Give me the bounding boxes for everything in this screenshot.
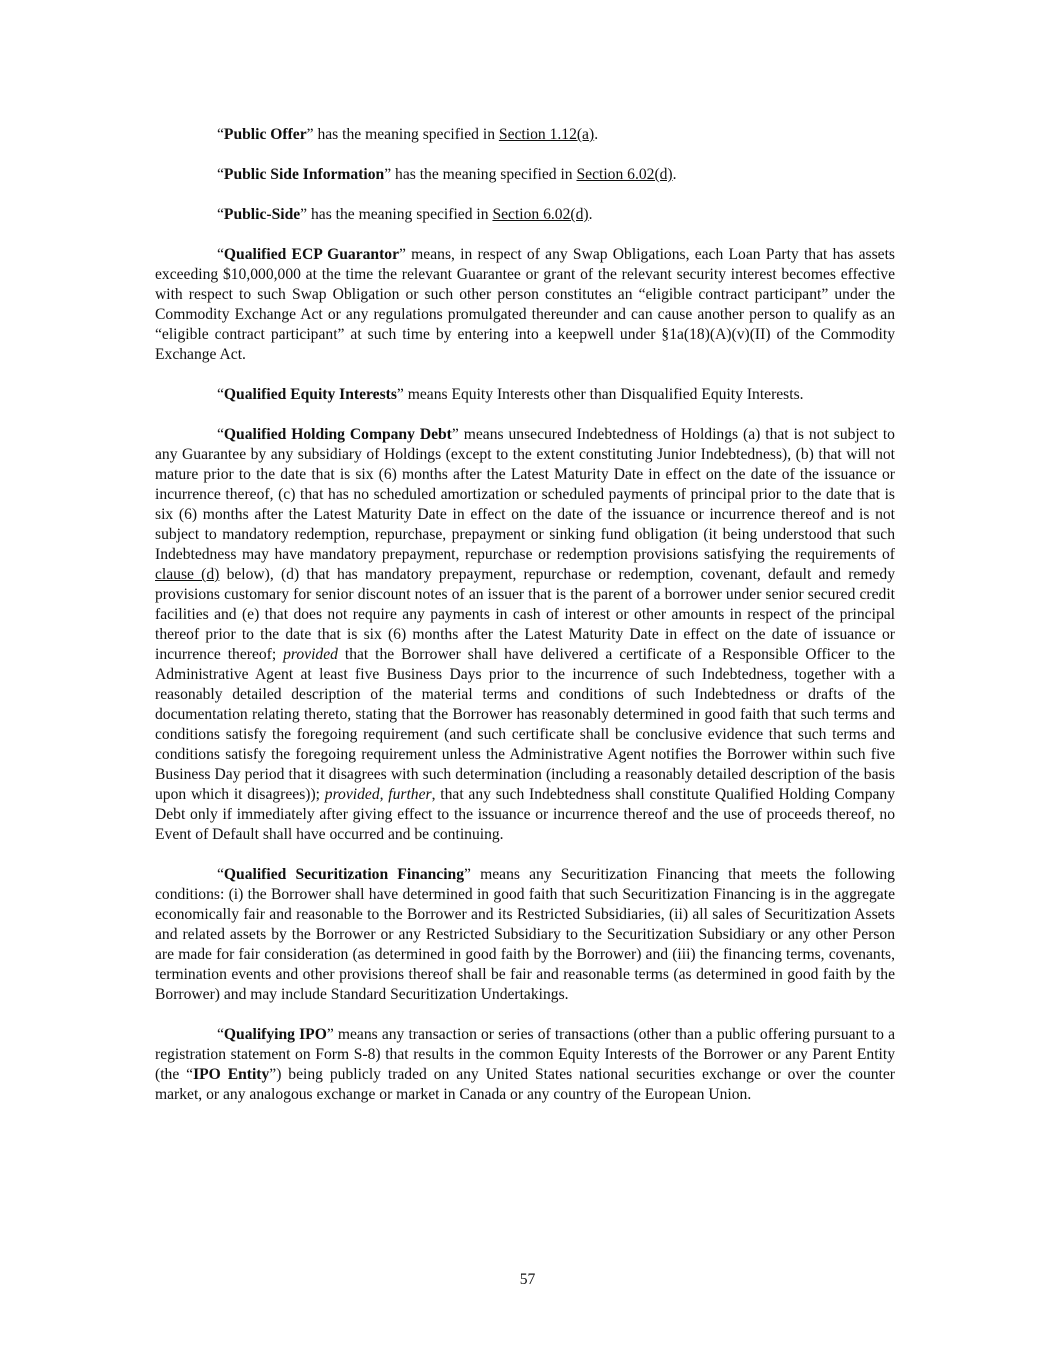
body-text: . <box>672 166 677 183</box>
defined-term: Public Offer <box>223 126 307 143</box>
defined-term: Qualified Holding Company Debt <box>223 426 452 443</box>
body-text: ” has the meaning specified in <box>384 166 577 183</box>
body-text: ”) being publicly traded on any United States national securities exchange or over the counter market, or any analogous exchange or market in Canada or any country of the European Union. <box>155 1066 895 1103</box>
body-text: , that any such Indebtedness shall constitute Qualified Holding Company Debt only if immediately after giving effect to the issuance or incurrence thereof and the use of proceeds thereof, no Event of Default shall have occurred and be continuing. <box>155 786 896 843</box>
document-body <box>155 125 895 1125</box>
body-text: “ <box>217 386 224 403</box>
page-number: 57 <box>519 1271 536 1288</box>
definition-qualified-equity-interests <box>155 385 895 405</box>
definition-public-offer <box>155 125 895 145</box>
defined-term: Public-Side <box>223 206 301 223</box>
body-text: “ <box>217 166 224 183</box>
defined-term: Qualified ECP Guarantor <box>223 246 400 263</box>
emphasis-text: provided, further <box>324 786 432 803</box>
body-text: “ <box>217 126 224 143</box>
definition-public-side <box>155 205 895 225</box>
definition-qualified-ecp-guarantor <box>155 245 895 365</box>
definition-public-side-information <box>155 165 895 185</box>
cross-reference: Section 6.02(d) <box>492 206 589 223</box>
body-text: “ <box>217 1026 224 1043</box>
body-text: “ <box>217 426 224 443</box>
cross-reference: Section 1.12(a) <box>498 126 595 143</box>
body-text: “ <box>217 246 224 263</box>
body-text: ” means any transaction or series of transactions (other than a public offering pursuant to a registration statement on Form S-8) that results in the common Equity Interests of the Borrower or any Parent Entity (the “ <box>155 1026 895 1083</box>
defined-term: Qualifying IPO <box>223 1026 327 1043</box>
defined-term: IPO Entity <box>193 1066 270 1083</box>
body-text: “ <box>217 866 224 883</box>
body-text: . <box>588 206 593 223</box>
definition-qualifying-ipo <box>155 1025 895 1105</box>
cross-reference: clause (d) <box>155 566 220 583</box>
defined-term: Qualified Securitization Financing <box>223 866 465 883</box>
defined-term: Qualified Equity Interests <box>223 386 397 403</box>
body-text: that the Borrower shall have delivered a certificate of a Responsible Officer to the Administrative Agent at least five Business Days prior to the incurrence of such Indebtedness, together with a reasonably detailed description of the material terms and conditions of such Indebtedness or drafts of the documentation relating thereto, stating that the Borrower has reasonably determined in good faith that such terms and conditions satisfy the foregoing requirement (and such certificate shall be conclusive evidence that such terms and conditions satisfy the foregoing requirement unless the Administrative Agent notifies the Borrower within such five Business Day period that it disagrees with such determination (including a reasonably detailed description of the basis upon which it disagrees)); <box>155 646 896 803</box>
body-text: ” has the meaning specified in <box>306 126 499 143</box>
emphasis-text: provided <box>283 646 338 663</box>
body-text: . <box>594 126 599 143</box>
definition-qualified-holding-company-debt <box>155 425 895 845</box>
definition-qualified-securitization-financing <box>155 865 895 1005</box>
body-text: ” means unsecured Indebtedness of Holdings (a) that is not subject to any Guarantee by any subsidiary of Holdings (except to the extent constituting Junior Indebtedness), (b) that will not mature prior to the date that is six (6) months after the Latest Maturity Date in effect on the date of the issuance or incurrence thereof, (c) that has no scheduled amortization or scheduled payments of principal prior to the date that is six (6) months after the Latest Maturity Date in effect on the date of the issuance or incurrence thereof and is not subject to mandatory redemption, repurchase, prepayment or sinking fund obligation (it being understood that such Indebtedness may have mandatory prepayment, repurchase or redemption provisions satisfying the requirements of <box>155 426 895 563</box>
body-text: below), (d) that has mandatory prepayment, repurchase or redemption, covenant, default and remedy provisions customary for senior discount notes of an issuer that is the parent of a borrower under senior secured credit facilities and (e) that does not require any payments in cash of interest or other amounts in respect of the principal thereof prior to the date that is six (6) months after the Latest Maturity Date in effect on the date of issuance or incurrence thereof; <box>155 566 895 663</box>
cross-reference: Section 6.02(d) <box>576 166 673 183</box>
body-text: ” has the meaning specified in <box>300 206 493 223</box>
body-text: ” means Equity Interests other than Disqualified Equity Interests. <box>396 386 804 403</box>
body-text: ” means, in respect of any Swap Obligations, each Loan Party that has assets exceeding $10,000,000 at the time the relevant Guarantee or grant of the relevant security interest becomes effective with respect to such Swap Obligation or such other person constitutes an “eligible contract participant” under the Commodity Exchange Act or any regulations promulgated thereunder and can cause another person to qualify as an “eligible contract participant” at such time by entering into a keepwell under §1a(18)(A)(v)(II) of the Commodity Exchange Act. <box>155 246 895 363</box>
defined-term: Public Side Information <box>223 166 385 183</box>
body-text: ” means any Securitization Financing that meets the following conditions: (i) the Borrower shall have determined in good faith that such Securitization Financing is in the aggregate economically fair and reasonable to the Borrower and its Restricted Subsidiaries, (ii) all sales of Securitization Assets and related assets by the Borrower or any Restricted Subsidiary to the Securitization Subsidiary or any other Person are made for fair consideration (as determined in good faith by the Borrower) and (iii) the financing terms, covenants, termination events and other provisions thereof shall be fair and reasonable terms (as determined in good faith by the Borrower) and may include Standard Securitization Undertakings. <box>155 866 895 1003</box>
body-text: “ <box>217 206 224 223</box>
